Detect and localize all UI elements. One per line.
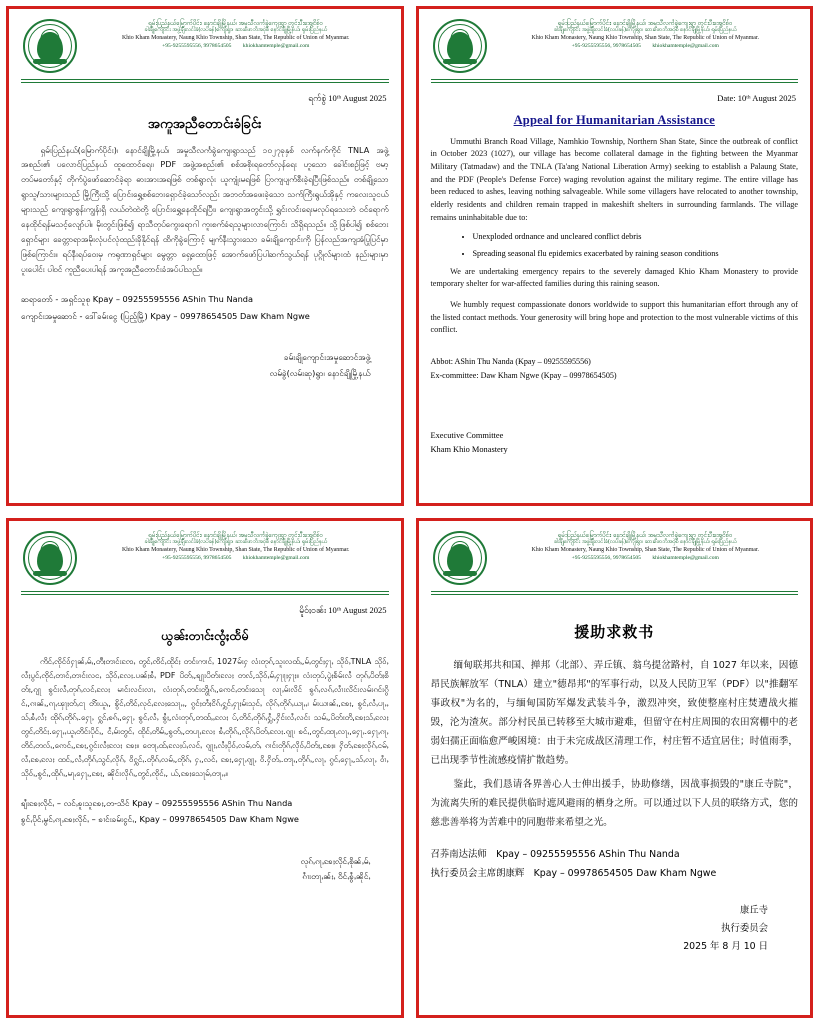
letterhead bbox=[431, 529, 799, 588]
letterhead-email: khiokhamtemple@gmail.com bbox=[242, 554, 310, 561]
monastery-logo-icon bbox=[433, 531, 487, 585]
paragraph-text: ကိင်ႇၸိုင်ဝ်ႁႃၼ်ႇမ်ႇ,တီႈတၢင်းၸႄႇ တွင်ႇၸိင်ႇထိုင်ႈ တင်းကၢင်ႇ 1027မ်းႁ လံးတုၵ်,သူးလထ်ႇ,မ်ႇတွင်ႈႁႃႇ သိုဝ်ႇTNLA သိုဝ်ႇလႆႈပွင်ႇၸိုင်ႇတၢင်ႇတၢင်းလငႇ သိုဝ်ႇလႄႈ.ပၼ်ႈၶႆႇ PDF ပိတ်ႇ,ၶျႃးပိတ်းလႄႈ တလ်,သိုဝ်ႇမ်ႇႁႃ၊ႃႈႁႃႈ။ လံးတုပ်,ပွဲႈၶႅမ်းလႆ တုၵ်ႇပိတ်ႈစိတ်ႈ,ၵျႃ ၶွင်းလႆႇတုၵ်ႇလင်ႇလႄႈ မၢင်းလင်းလၢႇ လံးတုၵ်,တင်းတွိုၵ်ႇ,ၵောင်ႇတင်းသေႃ လႃႇမ်းလိင် ၶွၵ်ႇလၵ်ႇလၢႆးလိင်းလမ်းၵင်းၵွိင်ႇ,ၵၢၼ်ႇ,ၵႃႇၾႃႈတ်ႇငႃ တိံးယူႇ, ၶွိင်ႇတိင်ႇလုင်ႇလႄႈသေႃႇႇ, ၵွင်ႈတႆႈငိၵ်ႇႁွင်ႇႁႃႈမ်းသုင်ႇ လိုၵ်ႇတိုၵ်ႇယႃႇႇ၊ မ်းယၢၼ်ႇ,ၶႄႈ, ၶွင်ႇလႆႇပႃႇႇသ်ႇၶႆႇလႆႈ ထိုၵ်ႇတိုၵ်ႇ.ႁေႃႇ ႁွင်ႇၶၵ်ႇ,ႁေႃႇ ၶွင်ႇလႆႇ ၶွႆႈ,လံးတုၵ်,တထ်ႇႇလႄႈ ပ်,တိင်ႇတိုၵ်ႇႁွႆႇ,ႁိင်းလႆႇလင်း သမ်ႇ,ပိတ်းတိ,ၶႄႈသ်ႇလႄႈ တွင်ႇတိင်ႈ.ႁေႃႇႇယူႇတိင်းပိုင်ႇ, ငႆႇမ်းတွင်ႇ ထိုင်ႇတိမ်ႇ,ၶွတ်ႇ,တပႃႇလႄႈ ၶႆႇတိုၵ်ႇ,လိုၵ်ႇပိတ်ႇလႄႈ.ၵျႃ၊ ၶင်ႇ,တွင်ႇထႃႇလႃႇ,ႁေႃႇ.ႁေႃႇၵႃႇတိင်ႇတလ်ႇ,ၵောင်ႇ,ၶႄႈ,ၵွင်းလႆႈလႄႈ ၶႄႈ။ တေႃႇထ်ႇလႄႈပ်ႇလင်ႇ ၵျႃႈႇလႆႈပိုဝ်ႇလမ်ႇတ်ႇ ၵၢင်းတိုၵ်ႇလိုဝ်ႇပိတ်ႈ,ၶႄႈ။ ႁိတ်ႇၶႄႈလိုၵ်ႇငမ်ႇလႆႇၶႄႇလႄႈ ထင်ႇ,လႆႇတိုၵ်ႇသွင်ႇလိုၵ်ႇ ဝိႁွင်ႇ.တိုၵ်ႇလမ်ႇ,တိုၵ်ႇ ႁႇ,လင်ႇ ၶႄႈ,ႁေႃႇၵျႃႇ ဝိ.ႁိတ်ႇ.တႃႇ,တိုၵ်ႇ,လႃႇ ၵွင်ႇႁေႃႇ,သ်ႇလႃႇ ဝၢႆႇသိုဝ်ႇ,ၶွင်ႇ,ထိုၵ်ႇ,မႃႇႁေႃႇ,ၶႄႈ, ၼိုင်းလိုၵ်ႇ,တွင်ႇၸိုင်ႇ, ယ်,ၶႄႈသေႃမ်ႇတႃႇႇ။ bbox=[21, 656, 389, 778]
page-title: Appeal for Humanitarian Assistance bbox=[513, 112, 715, 127]
letterhead-phone: +95-9255595556, 9978654505 bbox=[162, 554, 232, 561]
footer-line-2: ၵၢႆးတႃႇၼ်ႈႇ ဝိင်ႇၶွႆႇၼိုင်ႇ bbox=[302, 871, 371, 882]
footer-block bbox=[431, 902, 799, 956]
letterhead-text bbox=[495, 531, 797, 561]
letterhead-divider-2 bbox=[431, 594, 799, 595]
contact-abbot: Abbot: AShin Thu Nanda (Kpay – 09255595556) bbox=[430, 357, 591, 367]
monastery-name: Kham Khio Monastery bbox=[430, 444, 508, 454]
letterhead-phone: +95-9255595556, 9978654505 bbox=[162, 42, 232, 49]
signature-block bbox=[21, 795, 389, 828]
letterhead-en-line: Khio Kham Monastery, Naung Khio Township, Shan State, The Republic of Union of Myanmar. bbox=[121, 34, 350, 41]
letterhead-contact bbox=[85, 43, 387, 50]
letterhead-divider bbox=[431, 591, 799, 592]
document-page bbox=[6, 6, 404, 506]
list-item: • Spreading seasonal flu epidemics exacerbated by raining season conditions bbox=[473, 247, 799, 260]
letterhead-en-line: Khio Kham Monastery, Naung Khio Township, Shan State, The Republic of Union of Myanmar. bbox=[121, 546, 350, 553]
monastery-logo-icon bbox=[23, 19, 77, 73]
letterhead-email: khiokhamtemple@gmail.com bbox=[652, 42, 719, 49]
signature-committee: ကျောင်းအမှုဆောင် - ဒေါ်ခမ်းငွေ (ပြည့်မြို့) Kpay – 09978654505 Daw Kham Ngwe bbox=[21, 310, 310, 321]
body-paragraph bbox=[21, 655, 389, 782]
letterhead-email: khiokhamtemple@gmail.com bbox=[242, 42, 310, 49]
signature-committee: ၶွင်ႇပိုင်ႇမွင်ႇၵႃႇၶႄႈလိုင်ႇ – ၶၢင်းခမ်းငွင်ႇ, Kpay – 09978654505 Daw Kham Ngwe bbox=[21, 814, 299, 825]
document-date bbox=[21, 605, 387, 618]
signature-block bbox=[21, 291, 389, 324]
monastery-logo-icon bbox=[23, 531, 77, 585]
footer-line-1: ခမ်းချိုကျောင်းအမှုဆောင်အဖွဲ့ bbox=[283, 352, 371, 363]
executive-committee-label: Executive Committee bbox=[430, 430, 504, 440]
date-prefix: မိူဝ်ႈဝၼ်း bbox=[299, 604, 327, 615]
document-page bbox=[6, 518, 404, 1018]
letterhead-my-line1: ရှမ်းပြည်နယ်မြောက်ပိုင်း၊ နောင်ချိုမြို့နယ်၊ အမှုသီလင်္ကခွဲကျေးရွာ တွင်းပီးအွေငိစ်ဝ bbox=[558, 20, 733, 27]
letterhead-contact bbox=[85, 555, 387, 562]
letterhead-phone: +95-9255595556, 9978654505 bbox=[571, 554, 641, 561]
letterhead-en-line: Khio Kham Monastery, Naung Khio Township, Shan State, The Republic of Union of Myanmar. bbox=[531, 34, 760, 41]
page-title: ယွၼ်းတၢင်းၸွႆႈထႅမ် bbox=[160, 627, 249, 643]
document-page bbox=[416, 6, 814, 506]
contact-block bbox=[431, 355, 799, 383]
letterhead-divider-2 bbox=[21, 594, 389, 595]
panel-english-appeal bbox=[410, 0, 819, 512]
letterhead-text bbox=[495, 19, 797, 49]
date-value: 10ᵗʰ August 2025 bbox=[328, 92, 387, 103]
footer-block bbox=[21, 350, 389, 381]
footer-monastery: 康丘寺 bbox=[739, 904, 768, 916]
executive-block bbox=[431, 429, 799, 458]
letterhead-email: khiokhamtemple@gmail.com bbox=[652, 554, 719, 561]
paragraph-text: We humbly request compassionate donors worldwide to support this humanitarian effort through any of the listed contact methods. Your generosity will bring hope and protection to the most vulnerable victims of this conflict. bbox=[430, 300, 798, 335]
letterhead-divider bbox=[431, 79, 799, 80]
letterhead-contact bbox=[495, 555, 797, 562]
contact-ex-committee: Ex-committee: Daw Kham Ngwe (Kpay – 09978654505) bbox=[430, 370, 617, 380]
body-paragraph bbox=[21, 143, 389, 278]
letterhead-divider-2 bbox=[431, 82, 799, 83]
letterhead-divider bbox=[21, 591, 389, 592]
footer-line-1: လုၵ်ႇၵႃႇၶႄႈလိုင်ႇစိုၼ်ႇမ်ႇ bbox=[300, 855, 371, 866]
panel-burmese-appeal bbox=[0, 0, 410, 512]
letterhead-divider-2 bbox=[21, 82, 389, 83]
footer-committee: 执行委员会 bbox=[721, 922, 768, 934]
letterhead-text bbox=[85, 19, 387, 49]
body-paragraph-2 bbox=[431, 266, 799, 291]
conditions-list bbox=[431, 230, 799, 259]
signature-abbot: ၶျႆးၶႄႈလိုင်ႇ – လင်ႇၶူးသူၶႄႈ,တ-သိင် Kpay – 09255595556 AShin Thu Nanda bbox=[21, 798, 293, 809]
signature-abbot: ဆရာတော် - အရှင်သူစု Kpay – 09255595556 AShin Thu Nanda bbox=[21, 294, 254, 305]
body-paragraph-3 bbox=[431, 299, 799, 337]
letterhead-my-line2: ခါးချိုကျောင်း အဖွဲ့ချီးလင်းခံ(လပ်ခန်)ကျေးရွာ၊ ဆားဖောဘိအဝှဲစ် နောင်ချိုမြို့နယ်၊ ရှမ်းပြည်နယ် bbox=[144, 27, 328, 34]
body-paragraph-1 bbox=[431, 656, 799, 771]
paragraph-text: 缅甸联邦共和国、掸邦（北部）、弄丘镇、翁乌提岔路村，自 1027 年以来，因德昂民族解放军（TNLA）建立"德昂邦"的军事行动，以及人民防卫军（PDF）以"推翻军事政权"为名的，与缅甸国防军爆发武装斗争，激烈冲突，致使整座村庄焚遭战火摧毁，沦为渣灰。部分村民虽已转移至大城市避难，但留守在村庄周围的农田窝棚中的老弱妇孺正面临愈严峻困境：由于未完成战区清理工作，村庄暂不适宜居住；时值雨季，已出现季节性流感疫情扩散趋势。 bbox=[430, 659, 798, 767]
letterhead-my-line2: ခါးချိုကျောင်း အဖွဲ့ချီးလင်းခံ(လပ်ခန်)ကျေးရွာ၊ ဆားဖောဘိအဝှဲစ် နောင်ချိုမြို့နယ်၊ ရှမ်းပြည်နယ် bbox=[144, 539, 328, 546]
list-item: • Unexploded ordnance and uncleared conflict debris bbox=[473, 230, 799, 243]
letterhead-my-line2: ခါးချိုကျောင်း အဖွဲ့ချီးလင်းခံ(လပ်ခန်)ကျေးရွာ၊ ဆားဖောဘိအဝှဲစ် နောင်ချိုမြို့နယ်၊ ရှမ်းပြည်နယ် bbox=[553, 27, 737, 34]
paragraph-text: We are undertaking emergency repairs to the severely damaged Khio Kham Monastery to provide temporary shelter for war-affected families during this raining season. bbox=[430, 266, 798, 289]
paragraph-text: Ummuthi Branch Road Village, Namhkio Township, Northern Shan State, Since the outbreak of conflict in October 2023 (1027), our village has become collateral damage in the fighting between the Myanmar Military (Tatmadaw) and the TNLA (Ta'ang National Liberation Army) seeking to establish a Palaung State, and the PDF (People's Defense Force) waging revolution against the military regime. The entire village has been reduced to ashes, leaving nothing salvageable. While some villagers have relocated to another township, elderly residents and children remain trapped in makeshift shelters in surrounding farmlands. The village remains uninhabitable due to: bbox=[430, 136, 798, 222]
letterhead-contact bbox=[495, 43, 797, 50]
footer-line-2: လမ်ခွဲ(လမ်းဆု)ရွာ၊ နောင်ချိုမြို့နယ် bbox=[269, 367, 371, 378]
footer-date: 2025 年 8 月 10 日 bbox=[683, 940, 768, 952]
document-date bbox=[431, 93, 797, 103]
letterhead-phone: +95-9255595556, 9978654505 bbox=[571, 42, 641, 49]
date-value: 10ᵗʰ August 2025 bbox=[328, 604, 387, 615]
footer-block bbox=[21, 854, 389, 885]
letterhead-my-line1: ရှမ်းပြည်နယ်မြောက်ပိုင်း၊ နောင်ချိုမြို့နယ်၊ အမှုသီလင်္ကခွဲကျေးရွာ တွင်းပီးအွေငိစ်ဝ bbox=[148, 532, 323, 539]
letterhead-en-line: Khio Kham Monastery, Naung Khio Township, Shan State, The Republic of Union of Myanmar. bbox=[531, 546, 760, 553]
body-paragraph-1 bbox=[431, 136, 799, 225]
date-prefix: ရက်စွဲ bbox=[308, 92, 327, 103]
signature-abbot: 召荞南达法师 Kpay – 09255595556 AShin Thu Nanda bbox=[430, 849, 680, 861]
paragraph-text: ရှမ်းပြည်နယ်(မြောက်ပိုင်း)၊ နောင်ချိုမြို့နယ်၊ အမှုသီလင်္ကခွဲကျေးရွာသည် ၁၀၂၇ခုနှစ် လက်နက်ကိုင် TNLA အဖွဲ့အစည်း၏ ပလောင်ပြည်နယ် ထူထောင်ရေး၊ PDF အဖွဲ့အစည်း၏ စစ်အစိုးရတော်လှန်ရေး ဟူသော ခေါင်းစဉ်ဖြင့် ဗမာ့တပ်မတော်နှင့် တိုက်ပွဲဖော်ဆောင်ခဲ့ရာ ဓားအားအရဖြစ် တစ်ရွာလုံး ယူကျုံးမရဖြစ် ပြာကျပျက်စီးခဲ့ရပြီးဖြစ်သည်။ တစ်ချို့သောရွာသူ/သားများသည် မြို့ကြီးသို့ ပြောင်းရွှေ့စစ်ဘေးရှောင်ခဲ့သော်လည်း အဘတ်အဖေးခဲ့သော သက်ကြီးရွယ်အိုနှင့် ကလေးသူငယ်များသည် ကျေးရွာစွန်းကျွန်းရှိ လယ်တဲထဲတို့ ပြောင်းရွှေ့နေထိုင်ရပြီး၊ ကျေးရွာအတွင်းသို့ ရွှင်းလင်းရေးမလုပ်ရသေးဘဲ ဝင်ရောက်နေထိုင်ရန်မသင့်လျော်ပါ။ မိုးတွင်းဖြစ်၍ ရာသီတုပ်ကွေးရောဂါ ကူးစက်ခံရသူများလာကြောင်း သိရှိရသည်။ သို့ဖြစ်ပါ၍ စစ်ဘေးရှောင်များ ခေတ္တာရာအမိုးလုံပင်လုံထည်းခိုနိုင်ရန် ထိကိုခွဲကြောင့် မျက်နီးသွားသော ခမ်းချိုကျောင်းကို ပြန်လည်အကျအံပြုပြင်မှာ ဖြစ်ကြောင်း။ ရပ်နီးရပ်ဝေးမှ ကရုဏာရှင်များ မွေတ္တာ ရှေ့ထောဖြင့် အောက်ဖော်ပြပါဆက်သွယ်ရန် ပုဂ္ဂိုလ်များထံ နည်းများမှာ ပူးပေါင်း ပါဝင် ကူညီပေးပါရန် အကူအညီတောင်းခံအပ်ပါသည်။ bbox=[21, 144, 389, 275]
letterhead bbox=[21, 17, 389, 76]
letterhead-my-line1: ရှမ်းပြည်နယ်မြောက်ပိုင်း၊ နောင်ချိုမြို့နယ်၊ အမှုသီလင်္ကခွဲကျေးရွာ တွင်းပီးအွေငိစ်ဝ bbox=[148, 20, 323, 27]
letterhead-text bbox=[85, 531, 387, 561]
letterhead bbox=[21, 529, 389, 588]
monastery-logo-icon bbox=[433, 19, 487, 73]
letterhead-my-line2: ခါးချိုကျောင်း အဖွဲ့ချီးလင်းခံ(လပ်ခန်)ကျေးရွာ၊ ဆားဖောဘိအဝှဲစ် နောင်ချိုမြို့နယ်၊ ရှမ်းပြည်နယ် bbox=[553, 539, 737, 546]
panel-shan-appeal bbox=[0, 512, 410, 1024]
letterhead-divider bbox=[21, 79, 389, 80]
date-label: Date: bbox=[717, 92, 736, 103]
date-value: 10ᵗʰ August 2025 bbox=[737, 92, 796, 103]
letterhead-my-line1: ရှမ်းပြည်နယ်မြောက်ပိုင်း၊ နောင်ချိုမြို့နယ်၊ အမှုသီလင်္ကခွဲကျေးရွာ တွင်းပီးအွေငိစ်ဝ bbox=[558, 532, 733, 539]
page-title: 援助求救书 bbox=[574, 622, 655, 641]
paragraph-text: 鉴此，我们恳请各界善心人士伸出援手，协助修缮，因战事损毁的"康丘寺院"，为流离失所的难民提供临时遮风避雨的栖身之所。可以通过以下人员的联络方式，您的慈悲善举将为苦难中的同胞带来希望之光。 bbox=[430, 778, 798, 828]
page-title: အကူအညီတောင်းခံခြင်း bbox=[147, 116, 262, 132]
signature-block bbox=[431, 846, 799, 884]
document-page bbox=[416, 518, 814, 1018]
document-date bbox=[21, 93, 387, 106]
letterhead bbox=[431, 17, 799, 76]
body-paragraph-2 bbox=[431, 775, 799, 833]
signature-committee: 执行委员会主席朗康辉 Kpay – 09978654505 Daw Kham Ngwe bbox=[430, 868, 717, 879]
panel-chinese-appeal bbox=[410, 512, 819, 1024]
